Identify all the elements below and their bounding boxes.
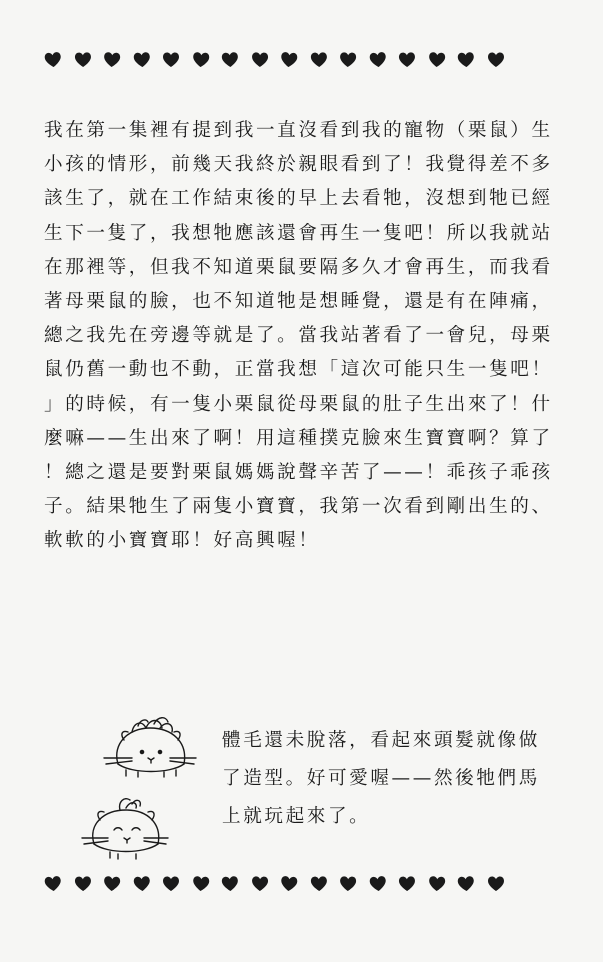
heart-icon: [221, 876, 239, 892]
illustration-caption: [222, 722, 552, 836]
body-line: 我在第一集裡有提到我一直沒看到我的寵物（栗鼠）生: [44, 120, 553, 141]
heart-icon: [133, 876, 151, 892]
body-line: 鼠仍舊一動也不動，正當我想「這次可能只生一隻吧！: [44, 359, 553, 381]
heart-icon: [310, 876, 328, 892]
heart-icon: [339, 52, 357, 68]
body-line: 小孩的情形，前幾天我終於親眼看到了！我覺得差不多: [44, 154, 553, 176]
heart-icon: [221, 52, 239, 68]
heart-icon: [74, 52, 92, 68]
heart-icon: [457, 52, 475, 68]
body-line: 軟軟的小寶寶耶！好高興喔！: [44, 530, 320, 552]
caption-line: 了造型。好可愛喔——然後牠們馬: [222, 768, 540, 789]
heart-icon: [487, 52, 505, 68]
heart-icon: [428, 52, 446, 68]
heart-icon: [457, 876, 475, 892]
heart-icon: [251, 52, 269, 68]
heart-icon: [133, 52, 151, 68]
heart-icon: [103, 876, 121, 892]
body-line: 著母栗鼠的臉，也不知道牠是想睡覺，還是有在陣痛，: [44, 290, 553, 312]
heart-icon: [487, 876, 505, 892]
heart-icon: [339, 876, 357, 892]
heart-icon: [192, 876, 210, 892]
body-line: 在那裡等，但我不知道栗鼠要隔多久才會再生，而我看: [44, 256, 553, 278]
body-paragraph: [44, 114, 564, 558]
caption-line: 體毛還未脫落，看起來頭髮就像做: [222, 730, 540, 751]
heart-icon: [192, 52, 210, 68]
heart-icon: [162, 876, 180, 892]
heart-icon: [251, 876, 269, 892]
heart-icon: [398, 52, 416, 68]
heart-icon: [44, 52, 62, 68]
heart-icon: [44, 876, 62, 892]
heart-icon: [74, 876, 92, 892]
heart-icon: [369, 52, 387, 68]
body-line: 子。結果牠生了兩隻小寶寶，我第一次看到剛出生的、: [44, 496, 553, 518]
heart-icon: [310, 52, 328, 68]
body-line: 生下一隻了，我想牠應該還會再生一隻吧！所以我就站: [44, 222, 553, 244]
heart-icon: [280, 52, 298, 68]
caption-line: 上就玩起來了。: [222, 806, 371, 827]
heart-icon: [280, 876, 298, 892]
heart-icon: [162, 52, 180, 68]
heart-icon: [428, 876, 446, 892]
heart-icon: [103, 52, 121, 68]
heart-icon: [369, 876, 387, 892]
body-line: 麼嘛——生出來了啊！用這種撲克臉來生寶寶啊？算了: [44, 427, 553, 449]
body-line: ！總之還是要對栗鼠媽媽說聲辛苦了——！乖孩子乖孩: [44, 461, 553, 483]
body-line: 總之我先在旁邊等就是了。當我站著看了一會兒，母栗: [44, 325, 553, 347]
hamster-doodle-icon: [102, 714, 198, 780]
body-line: 」的時候，有一隻小栗鼠從母栗鼠的肚子生出來了！什: [44, 393, 553, 415]
heart-icon: [398, 876, 416, 892]
body-line: 該生了，就在工作結束後的早上去看牠，沒想到牠已經: [44, 188, 553, 210]
hamster-doodle-icon: [80, 796, 170, 862]
